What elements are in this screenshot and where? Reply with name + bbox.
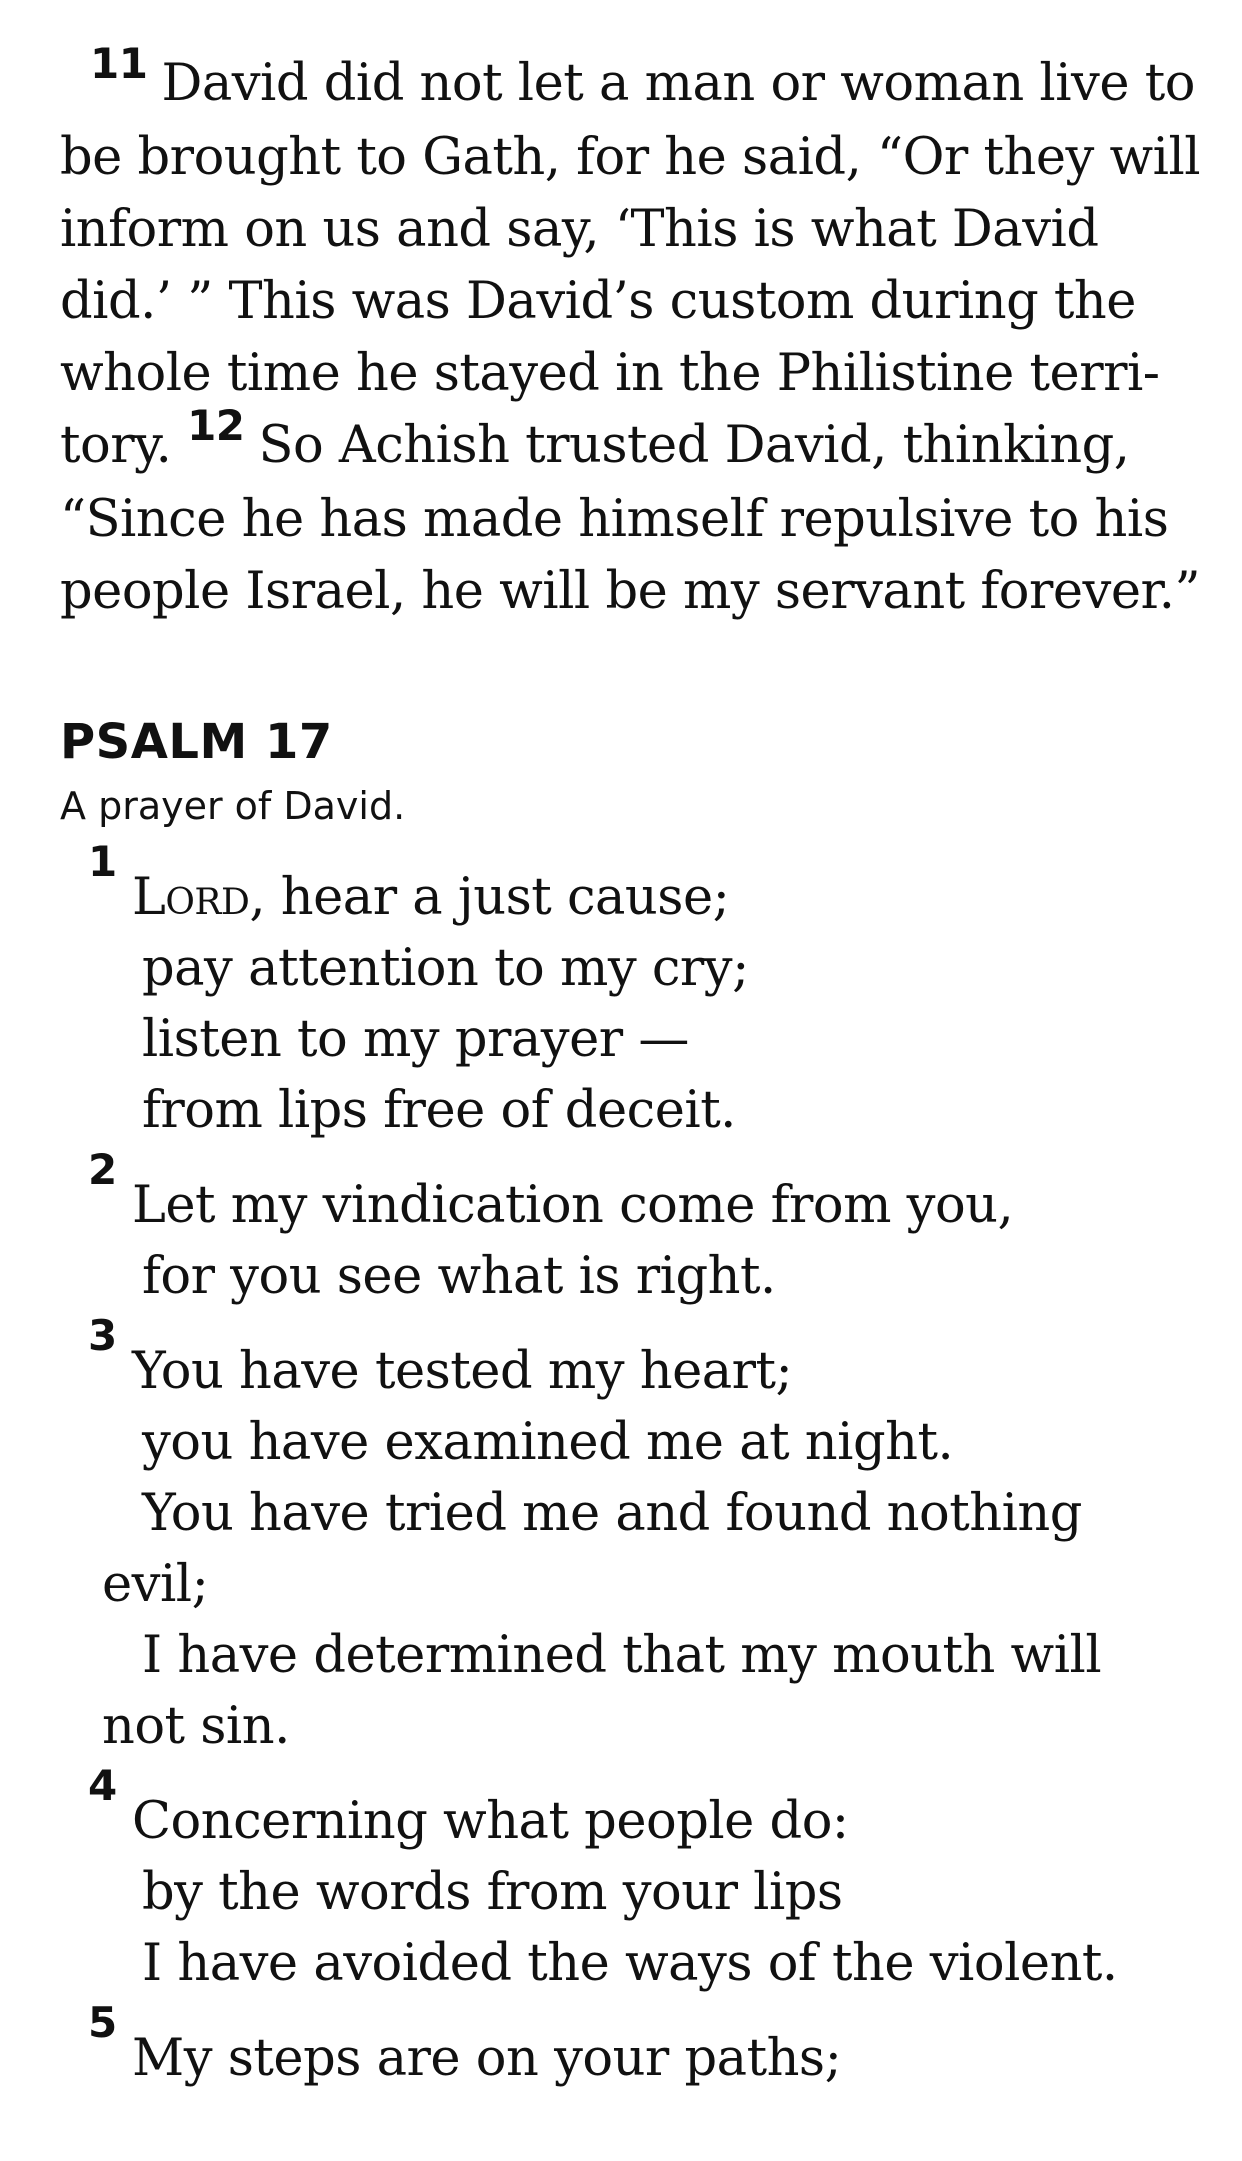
poem-line: Let my vindication come from you, [132, 1176, 1014, 1235]
prose-line: be brought to Gath, for he said, “Or they will [60, 128, 1201, 187]
verse-5 [60, 1998, 1190, 2094]
verse-text: So Achish trusted David, thinking, [258, 416, 1130, 475]
prose-passage [60, 39, 1201, 628]
poem-line: You have tried me and found nothing [142, 1484, 1082, 1543]
psalm-superscription: A prayer of David. [60, 784, 406, 828]
prose-line: whole time he stayed in the Philistine terri- [60, 344, 1160, 403]
poem-text: , hear a just cause; [249, 868, 730, 927]
poem-line: for you see what is right. [142, 1247, 776, 1306]
verse-number: 3 [88, 1311, 118, 1360]
poem-line: I have avoided the ways of the violent. [142, 1934, 1118, 1993]
verse-3 [60, 1311, 1190, 1762]
verse-number: 4 [88, 1761, 118, 1810]
poem-line: listen to my prayer — [142, 1010, 689, 1069]
verse-text: tory. [60, 416, 172, 475]
poem-line-turnover: evil; [102, 1555, 209, 1614]
verse-text: David did not let a man or woman live to [161, 54, 1195, 113]
poem-line: pay attention to my cry; [142, 939, 749, 998]
prose-line: people Israel, he will be my servant forever.” [60, 562, 1201, 621]
verse-number: 11 [90, 39, 148, 88]
verse-4 [60, 1761, 1190, 1999]
reading-page [60, 39, 1201, 2094]
poem-line: I have determined that my mouth will [142, 1626, 1102, 1685]
prose-line: inform on us and say, ‘This is what David [60, 200, 1099, 259]
poem-line-turnover: not sin. [102, 1697, 290, 1756]
verse-number: 1 [88, 837, 118, 886]
psalm-poem [60, 837, 1190, 2094]
poem-line [132, 844, 1190, 933]
poem-line: You have tested my heart; [132, 1342, 793, 1401]
prose-line: did.’ ” This was David’s custom during the [60, 272, 1136, 331]
poem-line: you have examined me at night. [142, 1413, 954, 1472]
verse-2 [60, 1145, 1190, 1312]
poem-line: My steps are on your paths; [132, 2029, 842, 2088]
poem-line: by the words from your lips [142, 1863, 843, 1922]
prose-line [60, 401, 1190, 484]
verse-number: 5 [88, 1998, 118, 2047]
lord-small-caps: Lord [132, 868, 250, 927]
verse-number: 2 [88, 1145, 118, 1194]
poem-line: Concerning what people do: [132, 1792, 849, 1851]
verse-1 [60, 837, 1190, 1146]
psalm-title: PSALM 17 [60, 714, 333, 770]
prose-line: “Since he has made himself repulsive to his [60, 490, 1169, 549]
prose-line [60, 39, 1195, 122]
verse-number: 12 [187, 401, 245, 450]
poem-line: from lips free of deceit. [142, 1081, 736, 1140]
